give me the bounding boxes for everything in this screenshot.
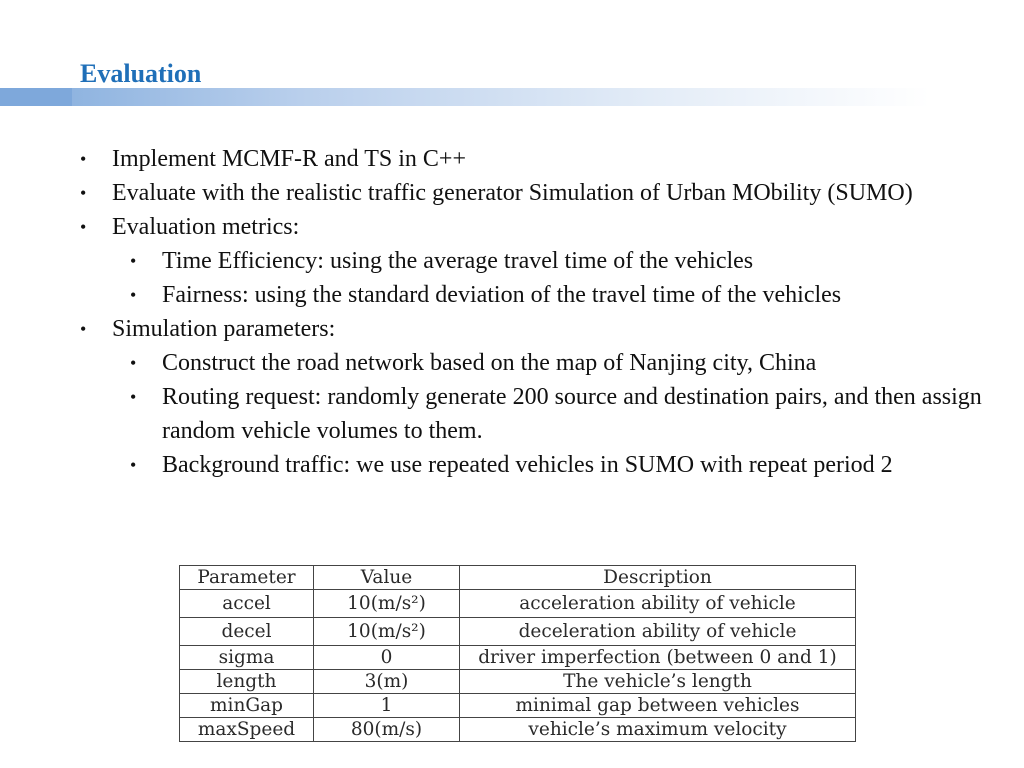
cell-description: minimal gap between vehicles xyxy=(460,694,856,718)
bullet-item xyxy=(78,312,998,346)
bullet-icon: • xyxy=(130,353,137,373)
bullet-icon: • xyxy=(130,387,137,407)
bullet-text: Background traffic: we use repeated vehicles in SUMO with repeat period 2 xyxy=(162,452,893,478)
header-description: Description xyxy=(460,566,856,590)
title-bar-accent xyxy=(0,88,72,106)
bullet-list xyxy=(78,142,998,482)
bullet-text: Evaluate with the realistic traffic generator Simulation of Urban MObility (SUMO) xyxy=(112,180,913,206)
table-row xyxy=(180,590,856,618)
table-row xyxy=(180,718,856,742)
bullet-icon: • xyxy=(80,149,87,169)
sub-bullet-item xyxy=(128,346,998,380)
table-row xyxy=(180,694,856,718)
cell-parameter: length xyxy=(180,670,314,694)
cell-parameter: minGap xyxy=(180,694,314,718)
cell-value: 10(m/s²) xyxy=(314,590,460,618)
bullet-icon: • xyxy=(80,183,87,203)
bullet-text: Time Efficiency: using the average travel time of the vehicles xyxy=(162,248,754,274)
bullet-text: Implement MCMF-R and TS in C++ xyxy=(112,146,466,172)
bullet-text: Evaluation metrics: xyxy=(112,214,300,240)
bullet-icon: • xyxy=(80,319,87,339)
cell-parameter: accel xyxy=(180,590,314,618)
bullet-text: Routing request: randomly generate 200 source and destination pairs, and then assign random vehicle volumes to them. xyxy=(162,384,982,444)
table-row xyxy=(180,646,856,670)
cell-value: 1 xyxy=(314,694,460,718)
cell-description: driver imperfection (between 0 and 1) xyxy=(460,646,856,670)
cell-parameter: decel xyxy=(180,618,314,646)
bullet-icon: • xyxy=(130,285,137,305)
bullet-item xyxy=(78,210,998,244)
sub-bullet-item xyxy=(128,448,998,482)
title-underline-bar xyxy=(0,88,930,106)
table-header-row xyxy=(180,566,856,590)
cell-description: acceleration ability of vehicle xyxy=(460,590,856,618)
sub-bullet-item xyxy=(128,244,998,278)
header-value: Value xyxy=(314,566,460,590)
cell-value: 0 xyxy=(314,646,460,670)
bullet-text: Simulation parameters: xyxy=(112,316,336,342)
cell-description: The vehicle’s length xyxy=(460,670,856,694)
bullet-text: Construct the road network based on the map of Nanjing city, China xyxy=(162,350,817,376)
cell-value: 10(m/s²) xyxy=(314,618,460,646)
cell-description: deceleration ability of vehicle xyxy=(460,618,856,646)
sub-bullet-item xyxy=(128,278,998,312)
cell-value: 3(m) xyxy=(314,670,460,694)
bullet-icon: • xyxy=(130,251,137,271)
sub-bullet-item xyxy=(128,380,998,448)
bullet-item xyxy=(78,176,998,210)
table-row xyxy=(180,670,856,694)
bullet-text: Fairness: using the standard deviation of the travel time of the vehicles xyxy=(162,282,842,308)
bullet-icon: • xyxy=(80,217,87,237)
cell-parameter: maxSpeed xyxy=(180,718,314,742)
table-row xyxy=(180,618,856,646)
cell-description: vehicle’s maximum velocity xyxy=(460,718,856,742)
slide-title: Evaluation xyxy=(80,59,202,88)
cell-parameter: sigma xyxy=(180,646,314,670)
parameter-table xyxy=(179,565,856,742)
bullet-item xyxy=(78,142,998,176)
header-parameter: Parameter xyxy=(180,566,314,590)
cell-value: 80(m/s) xyxy=(314,718,460,742)
bullet-icon: • xyxy=(130,455,137,475)
